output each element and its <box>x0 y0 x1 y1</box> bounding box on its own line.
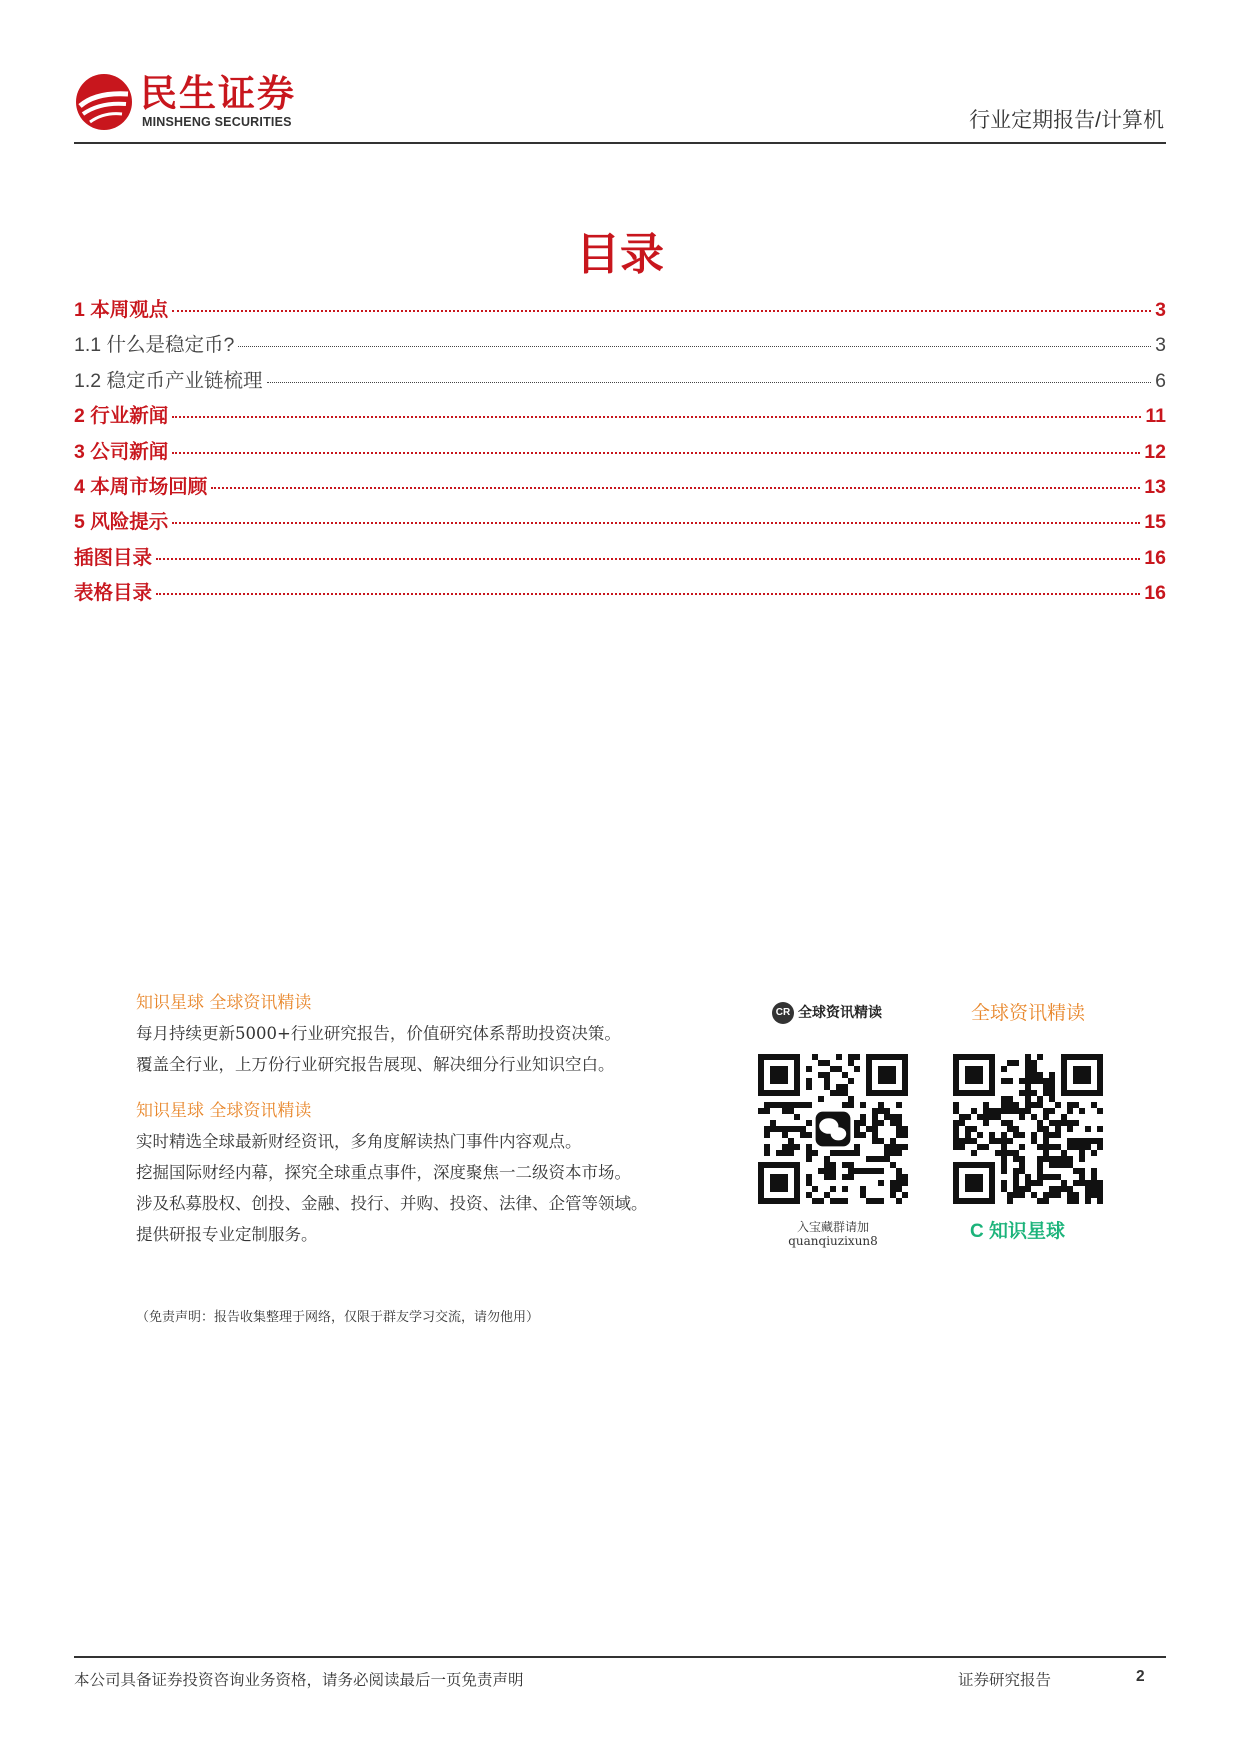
toc-item-page: 16 <box>1144 582 1166 605</box>
promo-line: 每月持续更新5000+行业研究报告，价值研究体系帮助投资决策。 <box>136 1024 621 1043</box>
company-logo <box>74 70 314 134</box>
qr1-wechat-id: quanqiuzixun8 <box>788 1234 878 1248</box>
toc-item-label: 1.1 什么是稳定币? <box>74 334 235 357</box>
toc-leader-dots <box>211 487 1140 489</box>
toc-leader-dots <box>156 558 1140 560</box>
toc-item-page: 16 <box>1144 546 1166 569</box>
toc-leader-dots <box>238 346 1151 347</box>
promo-text <box>136 988 736 1250</box>
promo-line: 挖掘国际财经内幕，探究全球重点事件，深度聚焦一二级资本市场。 <box>136 1163 631 1182</box>
zsxq-brand-text: 知识星球 <box>989 1221 1066 1242</box>
toc-item-page: 3 <box>1155 299 1166 321</box>
toc-item-page: 12 <box>1144 440 1166 463</box>
zsxq-qr-code-icon[interactable] <box>953 1054 1103 1204</box>
toc-item[interactable] <box>74 329 1166 364</box>
toc-leader-dots <box>172 310 1151 312</box>
toc-item-label: 3 公司新闻 <box>74 440 169 463</box>
page-number: 2 <box>1136 1668 1145 1685</box>
toc-item[interactable] <box>74 471 1166 506</box>
toc-item-page: 3 <box>1155 334 1166 357</box>
zsxq-brand <box>970 1216 1065 1243</box>
toc-item-page: 15 <box>1144 511 1166 534</box>
toc-item-label: 5 风险提示 <box>74 511 169 534</box>
toc-item[interactable] <box>74 436 1166 471</box>
promo-line: 实时精选全球最新财经资讯，多角度解读热门事件内容观点。 <box>136 1132 582 1151</box>
logo-en-text: MINSHENG SECURITIES <box>142 115 292 129</box>
toc-item-page: 11 <box>1145 405 1166 428</box>
toc-item[interactable] <box>74 542 1166 577</box>
report-type: 行业定期报告/计算机 <box>969 109 1164 132</box>
zsxq-logo-icon: C <box>970 1221 984 1242</box>
footer-notice: 本公司具备证券投资咨询业务资格，请务必阅读最后一页免责声明 <box>74 1672 524 1689</box>
toc-item[interactable] <box>74 294 1166 329</box>
cr-logo-icon: CR <box>772 1002 794 1024</box>
footer-divider <box>74 1656 1166 1658</box>
toc-item-label: 1.2 稳定币产业链梳理 <box>74 369 263 392</box>
toc-leader-dots <box>172 522 1140 524</box>
toc-leader-dots <box>172 416 1141 418</box>
toc-item[interactable] <box>74 577 1166 612</box>
toc-item-label: 4 本周市场回顾 <box>74 475 208 498</box>
toc-leader-dots <box>172 452 1140 454</box>
toc-item[interactable] <box>74 506 1166 541</box>
promo-line: 覆盖全行业，上万份行业研究报告展现、解决细分行业知识空白。 <box>136 1055 615 1074</box>
toc-item-label: 插图目录 <box>74 546 153 569</box>
qr1-brand <box>758 998 918 1028</box>
toc-leader-dots <box>267 382 1152 383</box>
toc-item-label: 2 行业新闻 <box>74 405 169 428</box>
promo-line: 提供研报专业定制服务。 <box>136 1225 318 1244</box>
footer-label: 证券研究报告 <box>958 1672 1052 1689</box>
toc-item-page: 13 <box>1144 475 1166 498</box>
table-of-contents <box>74 294 1166 613</box>
qr1-caption: 入宝藏群请加 <box>796 1220 869 1234</box>
toc-leader-dots <box>156 593 1140 595</box>
toc-item[interactable] <box>74 400 1166 435</box>
minsheng-logo-icon <box>74 72 134 132</box>
promo-heading: 知识星球 全球资讯精读 <box>136 1101 312 1121</box>
promo-line: 涉及私募股权、创投、金融、投行、并购、投资、法律、企管等领域。 <box>136 1194 648 1213</box>
toc-item[interactable] <box>74 365 1166 400</box>
header-divider <box>74 142 1166 144</box>
toc-item-label: 表格目录 <box>74 582 153 605</box>
logo-cn-text: 民生证券 <box>140 73 296 114</box>
toc-item-label: 1 本周观点 <box>74 299 169 321</box>
qr1-brand-text: 全球资讯精读 <box>798 1004 882 1020</box>
qr2-title: 全球资讯精读 <box>970 1002 1085 1024</box>
disclaimer: （免责声明：报告收集整理于网络，仅限于群友学习交流，请勿他用） <box>136 1310 540 1325</box>
wechat-qr-code-icon[interactable] <box>758 1054 908 1204</box>
toc-item-page: 6 <box>1155 369 1166 392</box>
toc-title: 目录 <box>576 230 664 279</box>
promo-heading: 知识星球 全球资讯精读 <box>136 993 312 1013</box>
